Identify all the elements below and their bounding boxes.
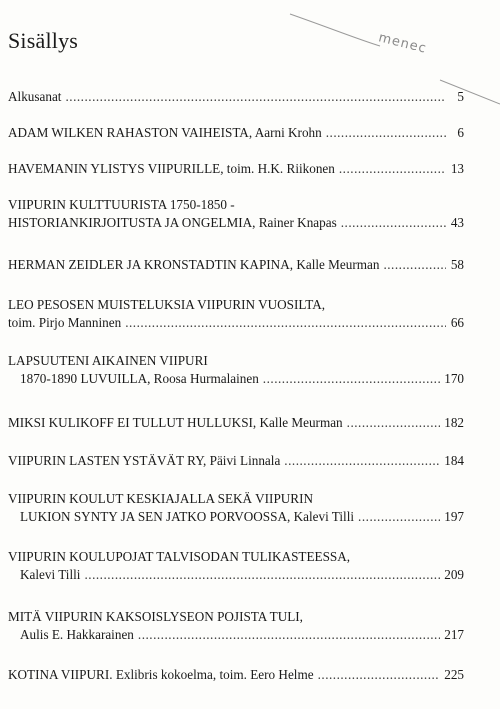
toc-entry-text: MITÄ VIIPURIN KAKSOISLYSEON POJISTA TULI, — [8, 609, 303, 624]
toc-entry — [8, 666, 464, 684]
toc-page-number: 13 — [450, 161, 464, 176]
toc-page-number: 209 — [444, 567, 464, 582]
toc-entry-text: VIIPURIN LASTEN YSTÄVÄT RY, Päivi Linnala — [8, 453, 281, 468]
dot-leader — [326, 124, 446, 142]
dot-leader — [65, 88, 446, 106]
dot-leader — [84, 566, 440, 584]
toc-page-number: 184 — [444, 453, 464, 468]
toc-entry — [8, 88, 464, 106]
dot-leader — [347, 414, 441, 432]
toc-entry-text: Aulis E. Hakkarainen — [20, 627, 134, 642]
toc-entry-text: HISTORIANKIRJOITUSTA JA ONGELMIA, Rainer Knapas — [8, 215, 337, 230]
toc-page-number: 217 — [444, 627, 464, 642]
toc-entry-text: ADAM WILKEN RAHASTON VAIHEISTA, Aarni Krohn — [8, 125, 322, 140]
toc-entry-text: MIKSI KULIKOFF EI TULLUT HULLUKSI, Kalle Meurman — [8, 415, 343, 430]
handwritten-note: menec — [376, 30, 429, 57]
toc-page-number: 5 — [457, 89, 464, 104]
toc-page-number: 43 — [450, 215, 464, 230]
toc-entry-text: VIIPURIN KOULUPOJAT TALVISODAN TULIKASTEESSA, — [8, 549, 351, 564]
toc-page-number: 197 — [444, 509, 464, 524]
toc-entry-text: 1870-1890 LUVUILLA, Roosa Hurmalainen — [20, 371, 259, 386]
toc-entry — [8, 414, 464, 432]
dot-leader — [284, 452, 440, 470]
toc-entry-text: Kalevi Tilli — [20, 567, 81, 582]
dot-leader — [138, 626, 440, 644]
toc-entry — [8, 124, 464, 142]
toc-entry-text: LEO PESOSEN MUISTELUKSIA VIIPURIN VUOSILTA, — [8, 297, 326, 312]
toc-entry — [8, 608, 464, 644]
toc-entry — [8, 452, 464, 470]
dot-leader — [263, 370, 440, 388]
toc-page-number: 170 — [444, 371, 464, 386]
toc-entry — [8, 352, 464, 388]
toc-entry-text: toim. Pirjo Manninen — [8, 315, 122, 330]
dot-leader — [341, 214, 446, 232]
toc-entry-text: HAVEMANIN YLISTYS VIIPURILLE, toim. H.K. Riikonen — [8, 161, 335, 176]
toc-entry-text: KOTINA VIIPURI. Exlibris kokoelma, toim. Eero Helme — [8, 667, 314, 682]
toc-entry — [8, 490, 464, 526]
toc-entry-text: VIIPURIN KULTTUURISTA 1750-1850 - — [8, 197, 235, 212]
dot-leader — [383, 256, 446, 274]
toc-entry-text: LAPSUUTENI AIKAINEN VIIPURI — [8, 353, 208, 368]
toc-entry — [8, 160, 464, 178]
toc-entry — [8, 548, 464, 584]
toc-page-number: 66 — [450, 315, 464, 330]
toc-entry-text: Alkusanat — [8, 89, 62, 104]
pencil-annotation-line — [0, 0, 500, 140]
toc-entry — [8, 256, 464, 274]
toc-entry — [8, 196, 464, 232]
dot-leader — [358, 508, 440, 526]
toc-entry-text: LUKION SYNTY JA SEN JATKO PORVOOSSA, Kalevi Tilli — [20, 509, 355, 524]
toc-page-number: 225 — [444, 667, 464, 682]
toc-page-number: 182 — [444, 415, 464, 430]
toc-page-number: 6 — [457, 125, 464, 140]
dot-leader — [318, 666, 441, 684]
dot-leader — [125, 314, 446, 332]
page-title: Sisällys — [8, 28, 79, 53]
dot-leader — [339, 160, 446, 178]
toc-entry — [8, 296, 464, 332]
toc-entry-text: VIIPURIN KOULUT KESKIAJALLA SEKÄ VIIPURIN — [8, 491, 314, 506]
toc-entry-text: HERMAN ZEIDLER JA KRONSTADTIN KAPINA, Kalle Meurman — [8, 257, 380, 272]
toc-page-number: 58 — [450, 257, 464, 272]
